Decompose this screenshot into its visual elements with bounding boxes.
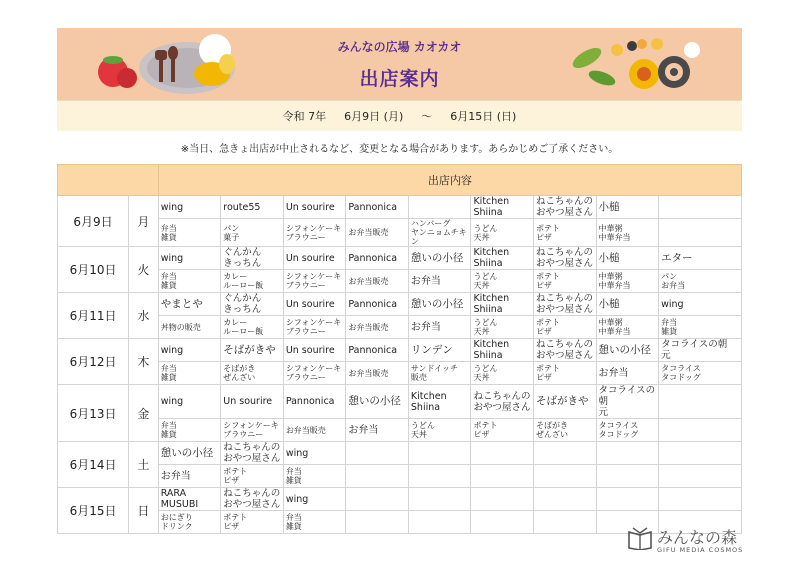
shop-name [534,442,597,465]
shop-items: 弁当 雑貨 [283,511,346,534]
shop-name: ねこちゃんの おやつ屋さん [221,442,284,465]
shop-items: ポテト ピザ [221,511,284,534]
shop-name: Pannonica [346,339,409,362]
shop-items: お弁当 [346,419,409,442]
shop-name [596,488,659,511]
shop-items [346,465,409,488]
shop-items: うどん 天丼 [471,362,534,385]
shop-name: 小槌 [596,196,659,219]
shop-name: そばがきや [534,385,597,419]
header-banner [57,28,742,100]
shop-items [659,419,742,442]
book-icon [627,526,653,550]
shop-name [659,385,742,419]
day-date: 6月11日 [58,293,129,339]
day-row-items [58,316,742,339]
shop-items: 中華粥 中華弁当 [596,219,659,247]
shop-items: うどん 天丼 [408,419,471,442]
table-header-title: 出店内容 [158,165,741,196]
day-date: 6月9日 [58,196,129,247]
shop-items [346,511,409,534]
day-of-week: 木 [129,339,159,385]
shop-name: Un sourire [283,196,346,219]
shop-items [659,219,742,247]
shop-name: ねこちゃんの おやつ屋さん [471,385,534,419]
shop-name: タコライスの朝 元 [659,339,742,362]
shop-name: wing [283,442,346,465]
range-separator: ～ [421,110,433,123]
shop-name: Un sourire [283,339,346,362]
shop-items: 中華粥 中華弁当 [596,316,659,339]
shop-items: 中華粥 中華弁当 [596,270,659,293]
shop-name: ぐんかん きっちん [221,293,284,316]
day-date: 6月15日 [58,488,129,534]
notice-text: ※当日、急きょ出店が中止されるなど、変更となる場合があります。あらかじめご了承ください。 [57,131,742,164]
shop-items: タコライス タコドッグ [659,362,742,385]
shop-name [346,442,409,465]
shop-items: ポテト ピザ [534,270,597,293]
shop-items [408,511,471,534]
shop-name: ねこちゃんの おやつ屋さん [534,247,597,270]
shop-name: wing [659,293,742,316]
shop-name [471,488,534,511]
shop-name: Pannonica [346,293,409,316]
shop-name: wing [283,488,346,511]
shop-items: そばがき ぜんざい [534,419,597,442]
shop-name: Pannonica [346,247,409,270]
shop-items: お弁当 [158,465,221,488]
shop-items: うどん 天丼 [471,316,534,339]
shop-items: 弁当 雑貨 [158,362,221,385]
day-row [58,488,742,511]
shop-items: ポテト ピザ [534,316,597,339]
shop-name: route55 [221,196,284,219]
shop-name: Kitchen Shiina [471,247,534,270]
shop-name: Un sourire [283,293,346,316]
shop-items [659,465,742,488]
day-date: 6月14日 [58,442,129,488]
day-row [58,442,742,465]
era-year: 令和 7年 [282,110,327,123]
day-of-week: 金 [129,385,159,442]
shop-items [471,465,534,488]
shop-items: 弁当 雑貨 [158,419,221,442]
shop-name: 憩いの小径 [408,293,471,316]
day-of-week: 水 [129,293,159,339]
shop-items: パン 菓子 [221,219,284,247]
logo-subtext: GIFU MEDIA COSMOS [657,546,744,554]
day-row [58,293,742,316]
shop-name: 憩いの小径 [596,339,659,362]
shop-items: うどん 天丼 [471,219,534,247]
shop-name [408,488,471,511]
shop-name: ねこちゃんの おやつ屋さん [534,196,597,219]
shop-items: お弁当販売 [346,219,409,247]
flower-decoration [562,28,712,100]
shop-items: お弁当販売 [283,419,346,442]
logo-text: みんなの森 [657,528,738,547]
shop-name: Pannonica [283,385,346,419]
day-of-week: 土 [129,442,159,488]
day-row [58,247,742,270]
day-row-items [58,465,742,488]
day-row-items [58,362,742,385]
shop-name: Kitchen Shiina [471,293,534,316]
shop-name: 憩いの小径 [346,385,409,419]
shop-name: エター [659,247,742,270]
shop-name [659,488,742,511]
shop-items: お弁当 [596,362,659,385]
shop-name: Kitchen Shiina [471,196,534,219]
shop-items: 弁当 雑貨 [158,219,221,247]
day-row [58,385,742,419]
shop-name [659,442,742,465]
shop-name: 小槌 [596,247,659,270]
schedule-sheet [57,28,742,531]
shop-items: カレー ルーロー飯 [221,270,284,293]
shop-name: ぐんかん きっちん [221,247,284,270]
shop-items: 弁当 雑貨 [158,270,221,293]
day-date: 6月10日 [58,247,129,293]
shop-name: 憩いの小径 [158,442,221,465]
shop-name: ねこちゃんの おやつ屋さん [534,339,597,362]
venue-name: みんなの広場 カオカオ [337,40,462,54]
shop-name: Un sourire [221,385,284,419]
day-of-week: 日 [129,488,159,534]
shop-name: wing [158,385,221,419]
shop-items [471,511,534,534]
shop-name: やまとや [158,293,221,316]
shop-items: シフォンケーキ ブラウニー [283,270,346,293]
shop-name: 小槌 [596,293,659,316]
header-blank [58,165,159,196]
shop-items: サンドイッチ 販売 [408,362,471,385]
shop-name [471,442,534,465]
shop-name: Kitchen Shiina [471,339,534,362]
day-date: 6月13日 [58,385,129,442]
shop-name: 憩いの小径 [408,247,471,270]
shop-items: ポテト ピザ [534,362,597,385]
shop-items: うどん 天丼 [471,270,534,293]
day-row [58,339,742,362]
shop-name: RARA MUSUBI [158,488,221,511]
shop-items: 弁当 雑貨 [659,316,742,339]
schedule-table [57,164,742,534]
shop-name: Un sourire [283,247,346,270]
shop-items: お弁当販売 [346,270,409,293]
shop-items: お弁当販売 [346,316,409,339]
shop-name: ねこちゃんの おやつ屋さん [221,488,284,511]
shop-name [596,442,659,465]
shop-items: カレー ルーロー飯 [221,316,284,339]
shop-name [659,196,742,219]
table-header-row [58,165,742,196]
shop-name: wing [158,247,221,270]
start-date: 6月9日 (月) [344,110,404,123]
shop-items: 丼物の販売 [158,316,221,339]
shop-items: 弁当 雑貨 [283,465,346,488]
shop-items: パン お弁当 [659,270,742,293]
shop-name: Kitchen Shiina [408,385,471,419]
shop-items: ポテト ピザ [221,465,284,488]
shop-name [408,196,471,219]
shop-items: シフォンケーキ ブラウニー [283,362,346,385]
shop-items: お弁当販売 [346,362,409,385]
shop-name: そばがきや [221,339,284,362]
shop-items [408,465,471,488]
date-range-bar [57,100,742,132]
shop-name [534,488,597,511]
shop-items: シフォンケーキ ブラウニー [283,316,346,339]
shop-name [346,488,409,511]
shop-items: ハンバーグ ヤンニョムチキン [408,219,471,247]
shop-name: Pannonica [346,196,409,219]
shop-items [534,465,597,488]
shop-items [534,511,597,534]
end-date: 6月15日 (日) [450,110,517,123]
shop-name: タコライスの朝 元 [596,385,659,419]
page-title: 出店案内 [359,68,440,90]
day-row-items [58,270,742,293]
shop-items: おにぎり ドリンク [158,511,221,534]
shop-items [596,465,659,488]
day-of-week: 月 [129,196,159,247]
shop-items: タコライス タコドッグ [596,419,659,442]
shop-items: お弁当 [408,270,471,293]
day-row-items [58,219,742,247]
shop-name: ねこちゃんの おやつ屋さん [534,293,597,316]
shop-items: ポテト ピザ [534,219,597,247]
day-row [58,196,742,219]
day-date: 6月12日 [58,339,129,385]
shop-name: wing [158,339,221,362]
shop-items: シフォンケーキ ブラウニー [221,419,284,442]
shop-name [408,442,471,465]
shop-name: リンデン [408,339,471,362]
shop-items: シフォンケーキ ブラウニー [283,219,346,247]
shop-name: wing [158,196,221,219]
shop-items: お弁当 [408,316,471,339]
shop-items: そばがき ぜんざい [221,362,284,385]
day-of-week: 火 [129,247,159,293]
shop-items: ポテト ピザ [471,419,534,442]
day-row-items [58,419,742,442]
